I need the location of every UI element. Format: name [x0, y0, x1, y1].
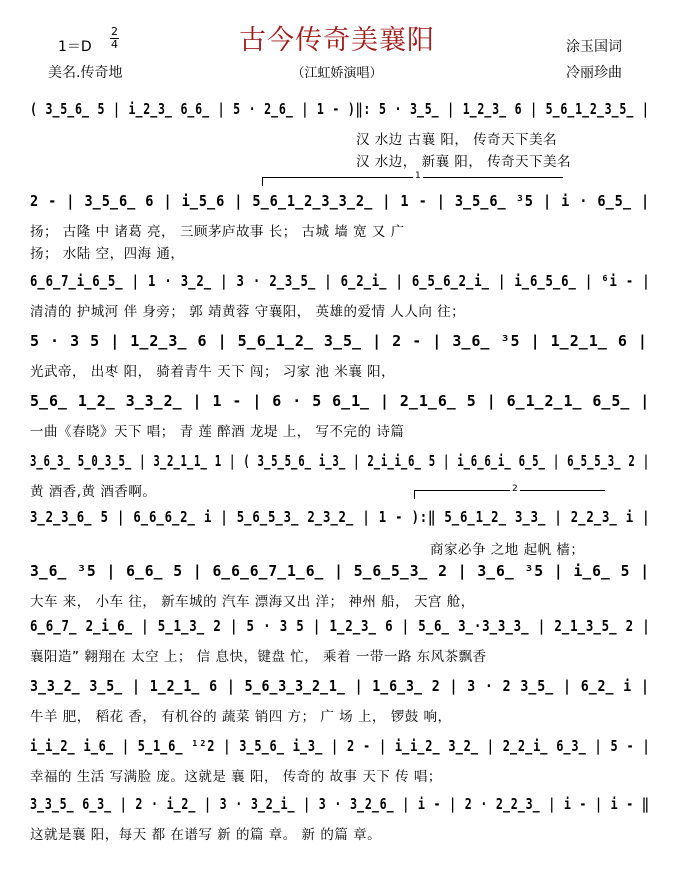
lyric-line: 襄阳造” 翱翔在 太空 上； 信 息快，键盘 忙， 乘着 一带一路 东风茶飘香: [30, 649, 487, 665]
lyric-line: 幸福的 生活 写满脸 庞。这就是 襄 阳， 传奇的 故事 天下 传 唱；: [30, 769, 442, 785]
score-row-1: [0, 100, 674, 172]
singer-credit: （江虹娇演唱）: [291, 66, 383, 81]
lyricist-credit: 涂玉国词: [566, 39, 622, 55]
lyric-line: 清清的 护城河 伴 身旁； 郭 靖黄蓉 守襄阳， 英雄的爱情 人人向 往；: [30, 304, 466, 320]
lyric-line: 汉 水边， 新襄 阳， 传奇天下美名: [356, 154, 572, 170]
lyric-line: 扬； 水陆 空，四海 通，: [30, 246, 185, 262]
volta-bracket-2: 2: [414, 490, 605, 499]
volta-bracket-1: 1: [262, 177, 563, 186]
notation-line: 5̲6̲ 1̲2̲ 3̲3̲2̲ | 1 - | 6 · 5 6̲1̲ | 2̲1̲6̲ 5 | 6̲1̲2̲1̲ 6̲5̲ |: [30, 392, 651, 410]
notation-line: 3̲6̲ ³5 | 6̲6̲ 5 | 6̲6̲6̲7̲1̲6̲ | 5̲6̲5̲3̲ 2 | 3̲6̲ ³5 | i̲6̲ 5 |: [30, 562, 651, 580]
score-row-10: [0, 677, 674, 727]
lyric-line: 这就是襄 阳，每天 都 在谱写 新 的篇 章。 新 的篇 章。: [30, 827, 382, 843]
time-signature: [110, 26, 119, 51]
lyric-line: 光武帝， 出枣 阳， 骑着青牛 天下 闯； 习家 池 米襄 阳，: [30, 364, 396, 380]
score-row-12: [0, 795, 674, 845]
song-alias: 美名.传奇地: [48, 65, 123, 81]
lyric-line: 大车 来， 小车 往， 新车城的 汽车 漂海又出 洋； 神州 船， 天宫 舱，: [30, 594, 475, 610]
score-row-5: [0, 392, 674, 442]
song-title: 古今传奇美襄阳: [239, 25, 435, 56]
notation-line: 6̲6̲7̲i̲6̲5̲ | 1 · 3̲2̲ | 3 · 2̲3̲5̲ | 6̲2̲i̲ | 6̲5̲6̲2̲i̲ | i̲6̲5̲6̲ | ⁶i - |: [30, 272, 651, 290]
score-row-11: [0, 737, 674, 787]
lyric-line: 汉 水边 古襄 阳， 传奇天下美名: [356, 132, 558, 148]
lyric-line: 一曲《春晓》天下 唱； 青 莲 醉酒 龙堤 上， 写不完的 诗篇: [30, 424, 405, 440]
time-signature-bottom: 4: [111, 38, 118, 51]
score-row-9: [0, 617, 674, 667]
notation-line: ( 3̲5̲6̲ 5 | i̲2̲3̲ 6̲6̲ | 5 · 2̲6̲ | 1 - )‖: 5 · 3̲5̲ | 1̲2̲3̲ 6 | 5̲6̲1̲2̲3̲5̲ |: [30, 100, 650, 118]
lyric-line: 牛羊 肥， 稻花 香， 有机谷的 蔬菜 销四 方； 广 场 上， 锣鼓 响，: [30, 709, 452, 725]
lyric-line: 黄 酒香,黄 酒香啊。: [30, 484, 157, 500]
time-signature-top: 2: [111, 25, 118, 38]
notation-line: 3̲6̲3̲ 5̲0̲3̲5̲ | 3̲2̲1̲1̲ 1 | ( 3̲5̲5̲6̲ i̲3̲ | 2̲i̲i̲6̲ 5 | i̲6̲6̲i̲ 6̲5̲ | 6̲5̲5̲3̲ 2 |: [30, 452, 650, 470]
notation-line: 6̲6̲7̲ 2̲i̲6̲ | 5̲1̲3̲ 2 | 5 · 3 5 | 1̲2̲3̲ 6 | 5̲6̲ 3̲·3̲3̲3̲ | 2̲1̲3̲5̲ 2 |: [30, 617, 651, 635]
score-row-8: [0, 562, 674, 612]
composer-credit: 冷丽珍曲: [566, 65, 622, 81]
score-row-7: [0, 508, 674, 558]
notation-line: 3̲2̲3̲6̲ 5 | 6̲6̲6̲2̲ i | 5̲6̲5̲3̲ 2̲3̲2̲ | 1 - ):‖ 5̲6̲1̲2̲ 3̲3̲ | 2̲2̲3̲ i |: [30, 508, 651, 526]
notation-line: 5 · 3 5 | 1̲2̲3̲ 6 | 5̲6̲1̲2̲ 3̲5̲ | 2 - | 3̲6̲ ³5 | 1̲2̲1̲ 6 |: [30, 332, 648, 350]
score-row-4: [0, 332, 674, 382]
notation-line: 2 - | 3̲5̲6̲ 6 | i̲5̲6 | 5̲6̲1̲2̲3̲3̲2̲ | 1 - | 3̲5̲6̲ ³5 | i · 6̲5̲ |: [30, 192, 651, 210]
lyric-line: 商家必争 之地 起帆 樯；: [430, 542, 585, 558]
lyric-line: 扬； 古隆 中 诸葛 亮， 三顾茅庐故事 长； 古城 墙 宽 又 广: [30, 224, 405, 240]
score-row-2: [0, 192, 674, 264]
notation-line: i̲i̲2̲ i̲6̲ | 5̲1̲6̲ ¹²2 | 3̲5̲6̲ i̲3̲ | 2 - | i̲i̲2̲ 3̲2̲ | 2̲2̲i̲ 6̲3̲ | 5 - |: [30, 737, 651, 755]
notation-line: 3̲3̲2̲ 3̲5̲ | 1̲2̲1̲ 6 | 5̲6̲3̲3̲2̲1̲ | 1̲6̲3̲ 2 | 3 · 2 3̲5̲ | 6̲2̲ i |: [30, 677, 650, 695]
notation-line: 3̲3̲5̲ 6̲3̲ | 2 · i̲2̲ | 3 · 3̲2̲i̲ | 3 · 3̲2̲6̲ | i - | 2 · 2̲2̲3̲ | i - | i - ‖: [30, 795, 650, 813]
score-row-3: [0, 272, 674, 322]
key-signature: 1＝D: [58, 39, 92, 55]
